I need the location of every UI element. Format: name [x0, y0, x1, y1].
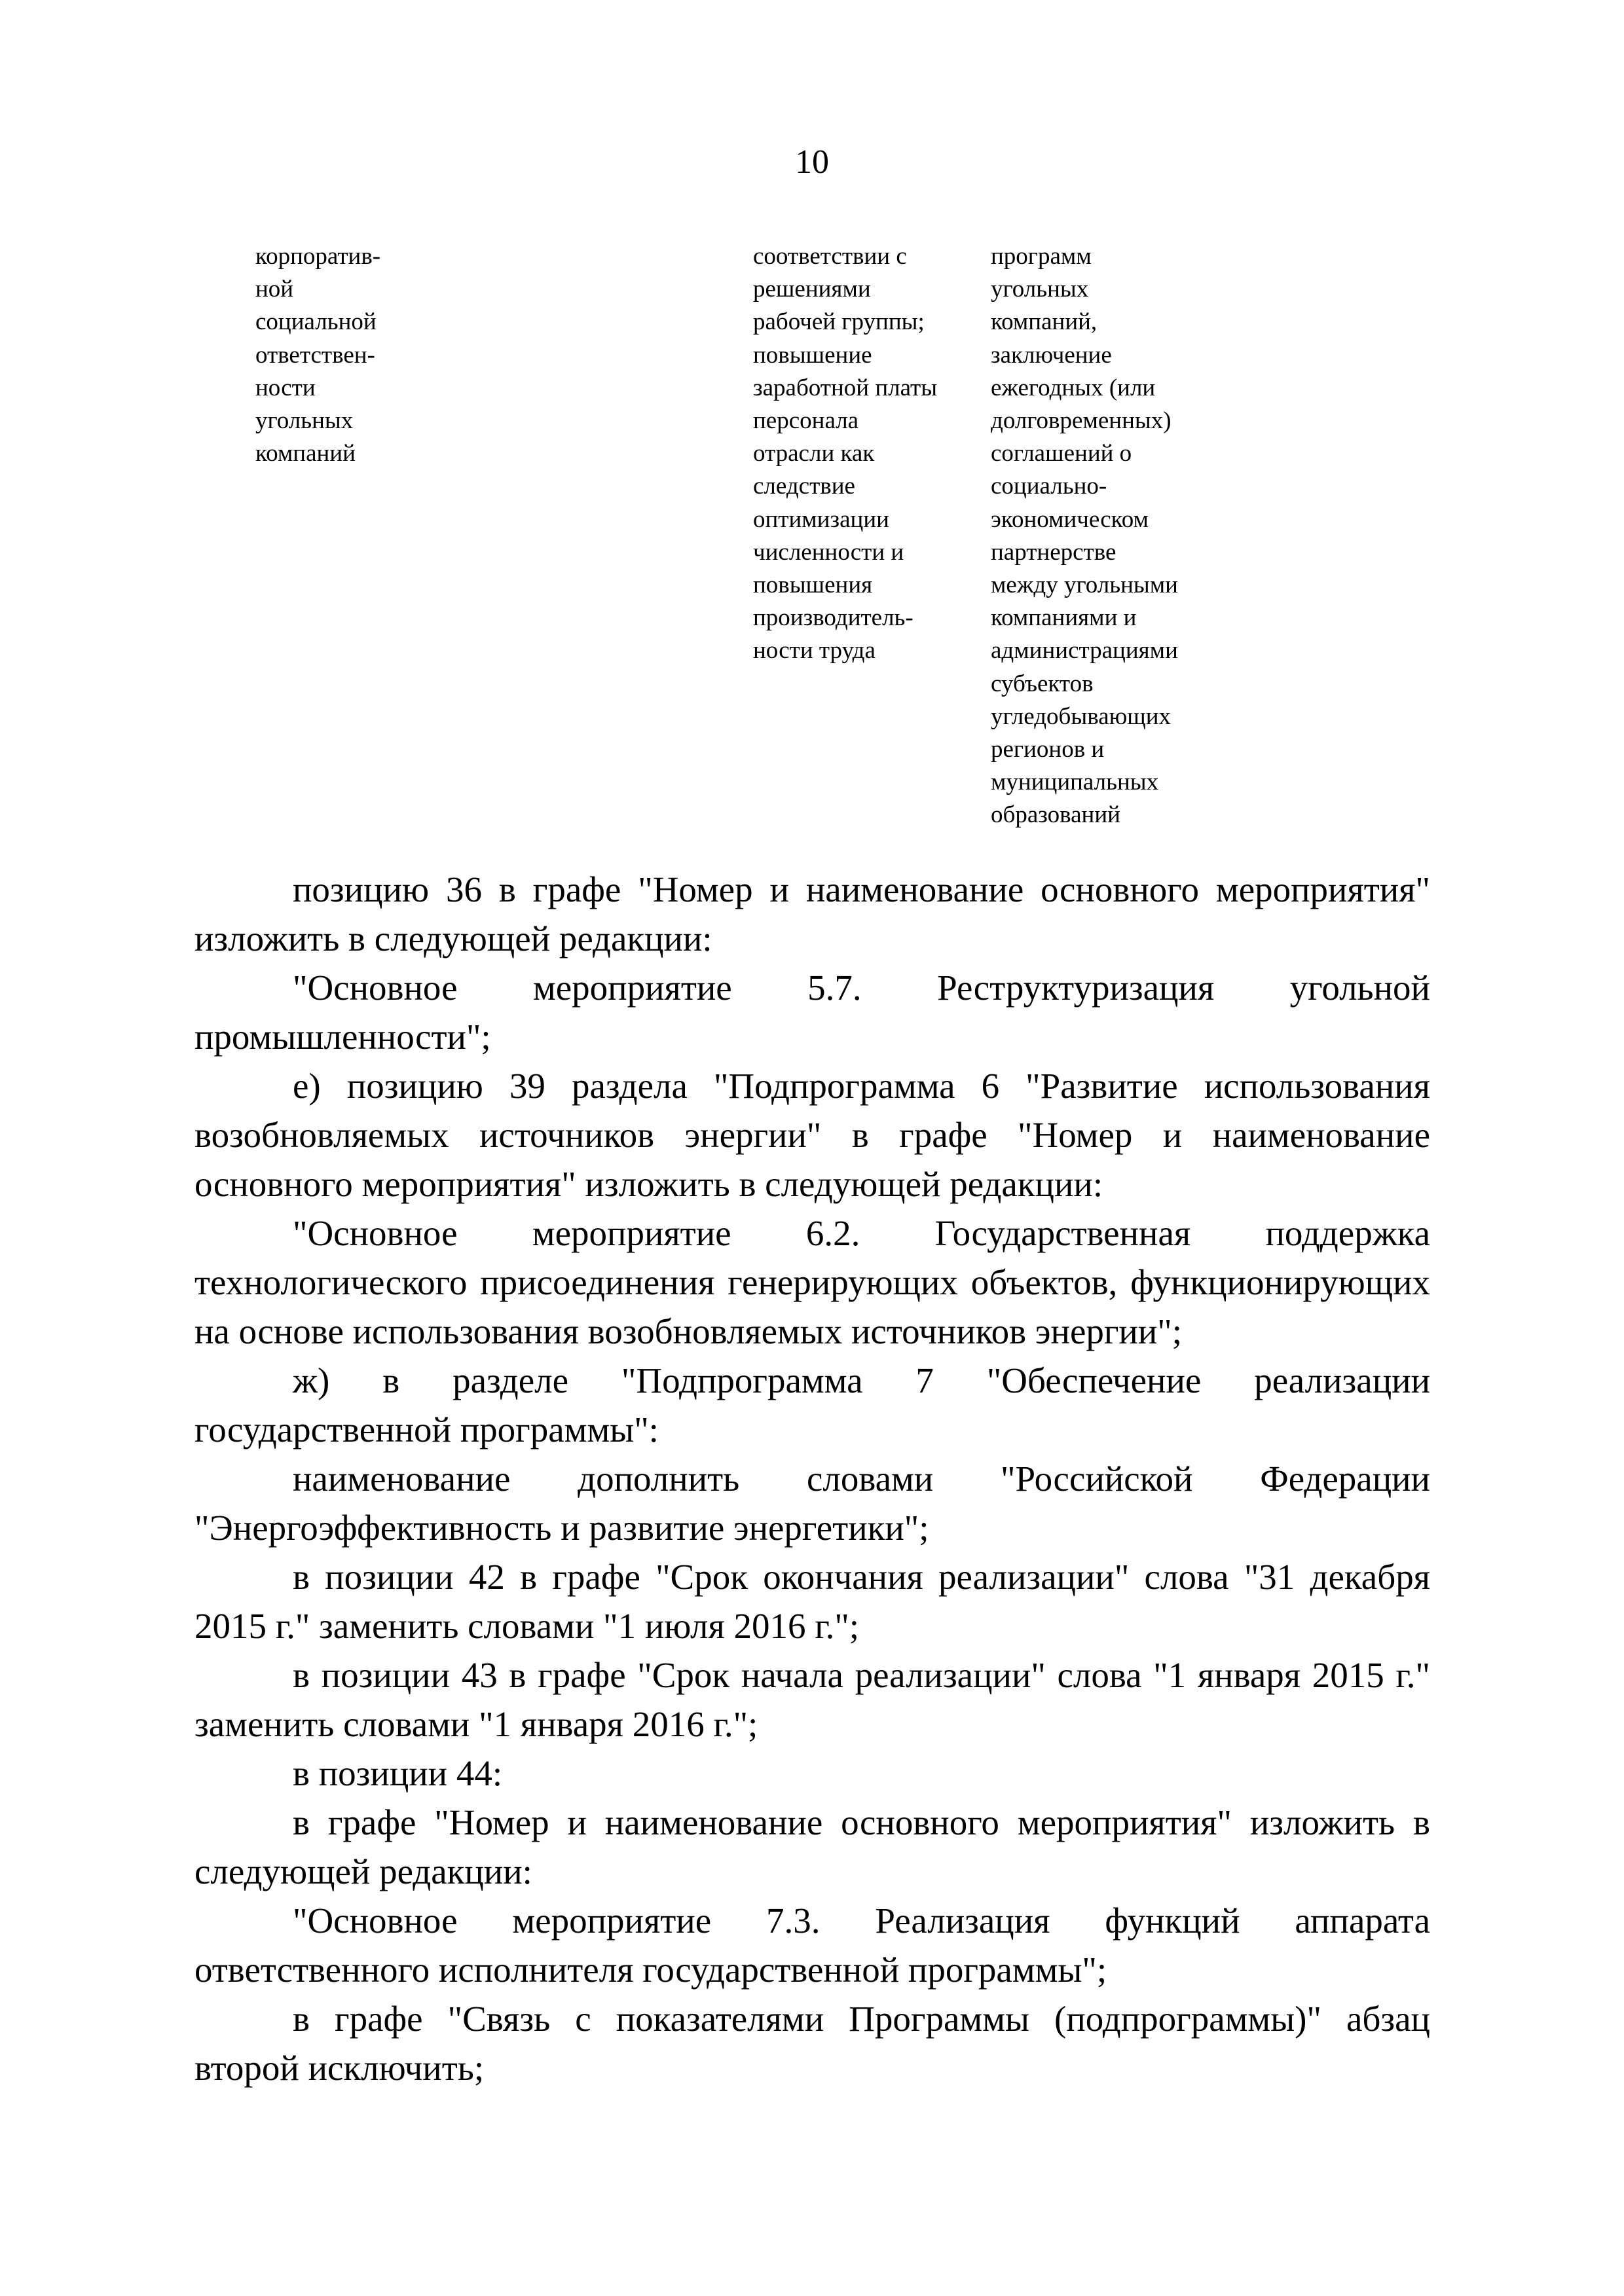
table-cell-line: персонала: [753, 407, 859, 435]
table-cell-line: производитель-: [753, 604, 913, 632]
table-cell-line: отрасли как: [753, 440, 875, 467]
paragraph: в позиции 43 в графе "Срок начала реализации" слова "1 января 2015 г." заменить словами "1 января 2016 г.";: [194, 1655, 1430, 1744]
table-column-2: [753, 240, 937, 668]
paragraph: в позиции 42 в графе "Срок окончания реализации" слова "31 декабря 2015 г." заменить словами "1 июля 2016 г.";: [194, 1557, 1430, 1646]
table-cell-line: ности: [255, 374, 316, 401]
table-cell-line: решениями: [753, 276, 871, 303]
table-column-3: [991, 240, 1178, 832]
table-cell-line: соответствии с: [753, 243, 907, 270]
paragraph: "Основное мероприятие 5.7. Реструктуризация угольной промышленности";: [194, 968, 1430, 1057]
table-cell-line: корпоратив-: [255, 243, 381, 270]
table-cell-line: следствие: [753, 473, 855, 500]
table-cell-line: партнерстве: [991, 538, 1116, 566]
table-cell-line: заключение: [991, 341, 1112, 369]
table-cell-line: ежегодных (или: [991, 374, 1156, 401]
table-cell-line: администрациями: [991, 637, 1178, 665]
table-cell-line: экономическом: [991, 505, 1149, 533]
table-cell-line: угольных: [255, 407, 354, 435]
paragraph: "Основное мероприятие 6.2. Государственная поддержка технологического присоединения генерирующих объектов, функционирующих на основе использования возобновляемых источников энергии";: [194, 1213, 1430, 1351]
paragraph: ж) в разделе "Подпрограмма 7 "Обеспечение реализации государственной программы":: [194, 1360, 1430, 1449]
table-cell-line: рабочей группы;: [753, 308, 925, 336]
table-cell-line: оптимизации: [753, 505, 889, 533]
table-cell-line: муниципальных: [991, 769, 1159, 796]
paragraph: "Основное мероприятие 7.3. Реализация функций аппарата ответственного исполнителя государственной программы";: [194, 1901, 1430, 1990]
table-cell-line: повышение: [753, 341, 872, 369]
paragraph: наименование дополнить словами "Российской Федерации "Энергоэффективность и развитие энергетики";: [194, 1459, 1430, 1548]
table-cell-line: социально-: [991, 473, 1107, 500]
table-cell-line: ной: [255, 276, 294, 303]
table-column-1: [255, 240, 380, 470]
document-body: [194, 865, 1430, 2092]
table-cell-line: долговременных): [991, 407, 1172, 435]
table-cell-line: соглашений о: [991, 440, 1132, 467]
table-cell-line: повышения: [753, 572, 873, 599]
table-cell-line: программ: [991, 243, 1092, 270]
table-cell-line: регионов и: [991, 736, 1105, 763]
table-cell-line: компаниями и: [991, 604, 1137, 632]
paragraph: в позиции 44:: [293, 1753, 503, 1793]
table-cell-line: угольных: [991, 276, 1089, 303]
paragraph: в графе "Номер и наименование основного мероприятия" изложить в следующей редакции:: [194, 1802, 1430, 1891]
table-cell-line: заработной платы: [753, 374, 938, 401]
paragraph: в графе "Связь с показателями Программы (подпрограммы)" абзац второй исключить;: [194, 1999, 1430, 2088]
table-cell-line: угледобывающих: [991, 702, 1172, 730]
table-cell-line: компаний,: [991, 308, 1098, 336]
table-cell-line: социальной: [255, 308, 377, 336]
paragraph: е) позицию 39 раздела "Подпрограмма 6 "Развитие использования возобновляемых источников энергии" в графе "Номер и наименование основного мероприятия" изложить в следующей редакции:: [194, 1066, 1430, 1204]
table-cell-line: компаний: [255, 440, 356, 467]
table-cell-line: субъектов: [991, 670, 1094, 697]
table-cell-line: образований: [991, 801, 1120, 829]
paragraph: позицию 36 в графе "Номер и наименование основного мероприятия" изложить в следующей редакции:: [194, 869, 1430, 958]
table-cell-line: численности и: [753, 538, 904, 566]
page-number: 10: [795, 143, 829, 181]
table-cell-line: ности труда: [753, 637, 876, 665]
table-cell-line: между угольными: [991, 572, 1178, 599]
table-cell-line: ответствен-: [255, 341, 375, 369]
